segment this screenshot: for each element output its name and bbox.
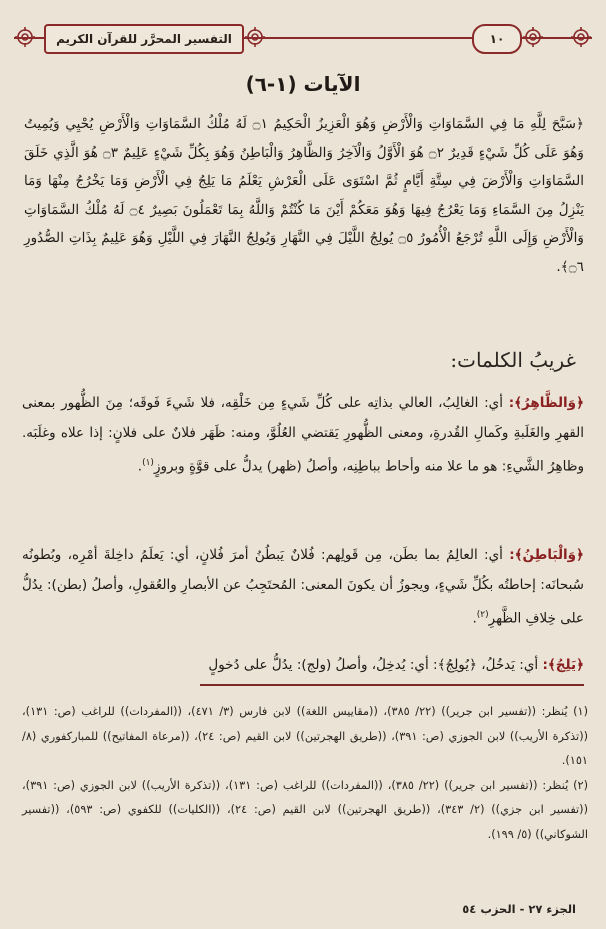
- ornament-icon: [522, 26, 544, 48]
- footnotes: [22, 700, 588, 847]
- quran-verses: ﴿سَبَّحَ لِلَّهِ مَا فِي السَّمَاوَاتِ وَالْأَرْضِ وَهُوَ الْعَزِيزُ الْحَكِيمُ ۝١ لَهُ مُلْكُ السَّمَاوَاتِ وَالْأَرْضِ يُحْيِي وَيُمِيتُ وَهُوَ عَلَى كُلِّ شَيْءٍ قَدِيرٌ ۝٢ هُوَ الْأَوَّلُ وَالْآخِرُ وَالظَّاهِرُ وَالْبَاطِنُ وَهُوَ بِكُلِّ شَيْءٍ عَلِيمٌ ۝٣ هُوَ الَّذِي خَلَقَ السَّمَاوَاتِ وَالْأَرْضَ فِي سِتَّةِ أَيَّامٍ ثُمَّ اسْتَوَى عَلَى الْعَرْشِ يَعْلَمُ مَا يَلِجُ فِي الْأَرْضِ وَمَا يَخْرُجُ مِنْهَا وَمَا يَنْزِلُ مِنَ السَّمَاءِ وَمَا يَعْرُجُ فِيهَا وَهُوَ مَعَكُمْ أَيْنَ مَا كُنْتُمْ وَاللَّهُ بِمَا تَعْمَلُونَ بَصِيرٌ ۝٤ لَهُ مُلْكُ السَّمَاوَاتِ وَالْأَرْضِ وَإِلَى اللَّهِ تُرْجَعُ الْأُمُورُ ۝٥ يُولِجُ اللَّيْلَ فِي النَّهَارِ وَيُولِجُ النَّهَارَ فِي اللَّيْلِ وَهُوَ عَلِيمٌ بِذَاتِ الصُّدُورِ ۝٦﴾.: [24, 116, 584, 275]
- vocab-term: ﴿وَالْبَاطِنُ﴾:: [509, 547, 584, 563]
- ornament-icon: [570, 26, 592, 48]
- ornament-icon: [244, 26, 266, 48]
- page-footer: الجزء ٢٧ - الحزب ٥٤: [462, 902, 576, 916]
- page-number: ١٠: [472, 24, 522, 54]
- book-title: التفسير المحرَّر للقرآن الكريم: [56, 32, 232, 46]
- footnote-divider: [200, 684, 584, 686]
- section-title: الآيات (١-٦): [245, 72, 361, 96]
- ornament-icon: [14, 26, 36, 48]
- footnote-item: (٢) يُنظر: ((تفسير ابن جرير)) (٢٢/ ٣٨٥)، ((المفردات)) للراغب (ص: ١٣١)، ((تذكرة الأريب)) لابن الجوزي (ص: ٣٩١)، ((تفسير ابن جزي)) (٢/ ٣٤٣)، ((طريق الهجرتين)) لابن القيم (ص: ٢٤)، ((الكليات)) للكفوي (ص: ٥٩٣)، ((تفسير الشوكاني)) (٥/ ١٩٩).: [22, 778, 588, 841]
- footnote-ref: (٢): [476, 610, 489, 620]
- vocab-heading: غريبُ الكلمات:: [450, 348, 576, 372]
- vocab-entry: ﴿وَالْبَاطِنُ﴾: أي: العالِمُ بما بطَن، مِن قَولِهم: فُلانٌ يَبطُنُ أمرَ فُلانٍ، أي: يَعلَمُ داخِلةَ أمْرِه، وبُطونُه سُبحانَه: إحاطتُه بكُلِّ شَيءٍ، ويجوزُ أن يكونَ المعنى: المُحتَجِبُ عن الأبصارِ والعُقولِ، وأصلُ (بطن): يدُلُّ على خِلافِ الظَّهرِ$^{(٢)}$.: [22, 547, 584, 627]
- vocab-definition: أي: يَدخُلُ، ﴿يُولِجُ﴾: أي: يُدخِلُ، وأصلُ (ولج): يدُلُّ على دُخولٍ: [208, 657, 539, 673]
- vocab-entry: [22, 650, 584, 680]
- header-title-frame: [44, 24, 244, 54]
- vocab-definition: أي: الغالِبُ، العالي بذاتِه على كُلِّ شَيءٍ مِن خَلْقِه، فلا شَيءَ فَوقَه؛ مِنَ الظُّهور بمعنى القهرِ والغَلَبةِ وكَمالِ القُدرةِ، ومعنى الظُّهورِ يَقتضي العُلُوَّ، ومنه: ظَهَر فلانٌ على فلانٍ: إذا علاه وغلَبَه. وظاهِرُ الشَّيءِ: هو ما علا منه وأحاط بباطِنِه، وأصلُ (ظهر) يدلُّ على قوَّةٍ وبروزٍ: [22, 395, 584, 475]
- vocab-term: ﴿وَالظَّاهِرُ﴾:: [508, 395, 584, 411]
- footnote-ref: (١): [142, 458, 154, 468]
- vocab-entry: ﴿وَالظَّاهِرُ﴾: أي: الغالِبُ، العالي بذاتِه على كُلِّ شَيءٍ مِن خَلْقِه، فلا شَيءَ فَوقَه؛ مِنَ الظُّهور بمعنى القهرِ والغَلَبةِ وكَمالِ القُدرةِ، ومعنى الظُّهورِ يَقتضي العُلُوَّ، ومنه: ظَهَر فلانٌ على فلانٍ: إذا علاه وغلَبَه. وظاهِرُ الشَّيءِ: هو ما علا منه وأحاط بباطِنِه، وأصلُ (ظهر) يدلُّ على قوَّةٍ وبروزٍ$^{(١)}$.: [22, 395, 584, 475]
- page-header: [14, 20, 592, 56]
- footnote-item: (١) يُنظر: ((تفسير ابن جرير)) (٢٢/ ٣٨٥)، ((مقاييس اللغة)) لابن فارس (٣/ ٤٧١)، ((المفردات)) للراغب (ص: ١٣١)، ((تذكرة الأريب)) لابن الجوزي (ص: ٣٩١)، ((طريق الهجرتين)) لابن القيم (ص: ٢٤)، ((مرعاة المفاتيح)) للمباركفوري (٨/ ١٥١).: [22, 705, 589, 767]
- vocab-definition: أي: العالِمُ بما بطَن، مِن قَولِهم: فُلانٌ يَبطُنُ أمرَ فُلانٍ، أي: يَعلَمُ داخِلةَ أمْرِه، وبُطونُه سُبحانَه: إحاطتُه بكُلِّ شَيءٍ، ويجوزُ أن يكونَ المعنى: المُحتَجِبُ عن الأبصارِ والعُقولِ، وأصلُ (بطن): يدُلُّ على خِلافِ الظَّهرِ: [22, 547, 584, 627]
- vocab-term: ﴿يَلِجُ﴾:: [542, 657, 584, 673]
